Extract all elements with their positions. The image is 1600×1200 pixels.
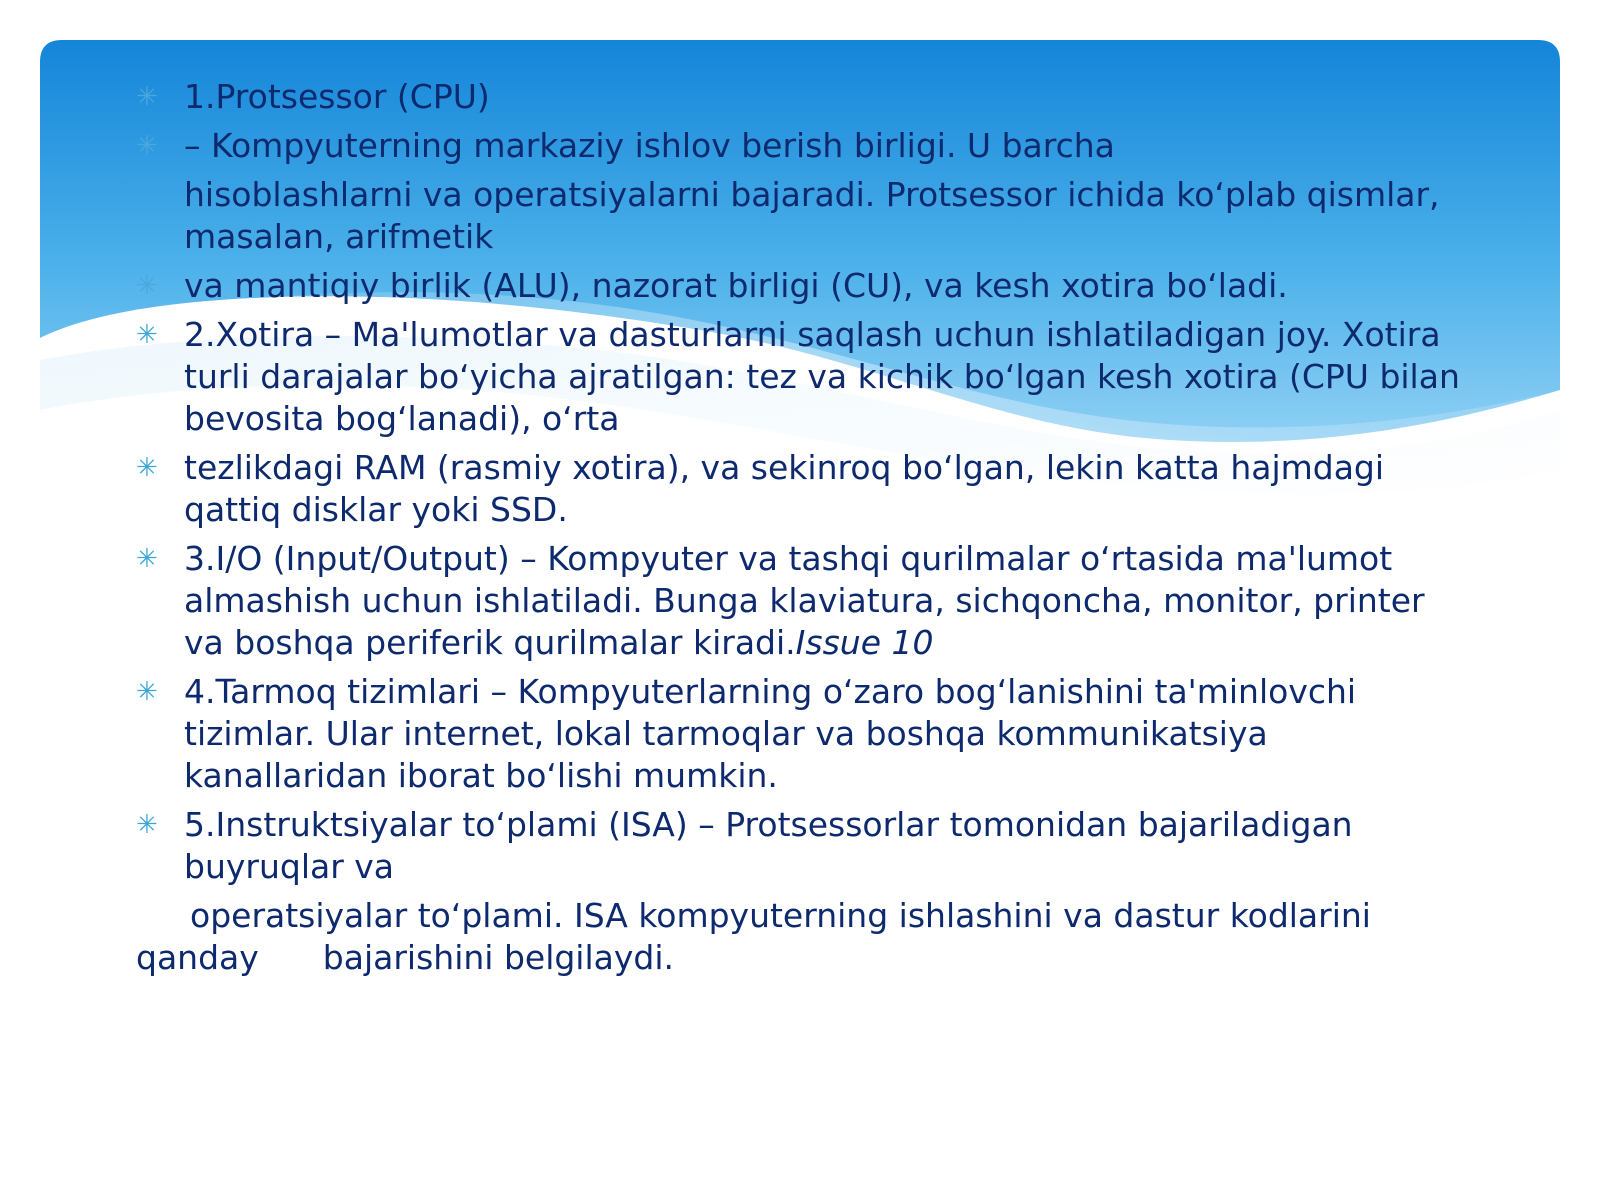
trailing-line-1: operatsiyalar to‘plami. ISA kompyuterning ishlashini va dastur kodlarini — [190, 896, 1371, 935]
asterisk-icon: ✳ — [136, 453, 158, 483]
asterisk-icon: ✳ — [136, 131, 158, 161]
slide-content — [136, 76, 1466, 986]
list-item-text: va mantiqiy birlik (ALU), nazorat birligi (CU), va kesh xotira bo‘ladi. — [184, 266, 1288, 305]
list-item — [136, 76, 1466, 118]
list-item-text: 1.Protsessor (CPU) — [184, 77, 490, 116]
asterisk-icon: ✳ — [136, 544, 158, 574]
list-item-text: – Kompyuterning markaziy ishlov berish birligi. U barcha — [184, 126, 1115, 165]
asterisk-icon: ✳ — [136, 810, 158, 840]
asterisk-icon: ✳ — [136, 82, 158, 112]
list-item-continuation — [136, 174, 1466, 258]
list-item-text: 4.Tarmoq tizimlari – Kompyuterlarning o‘zaro bog‘lanishini ta'minlovchi tizimlar. Ular internet, lokal tarmoqlar va boshqa kommunikatsiya kanallaridan iborat bo‘lishi mumkin. — [184, 672, 1357, 795]
list-item — [136, 125, 1466, 167]
list-item-text: 5.Instruktsiyalar to‘plami (ISA) – Protsessorlar tomonidan bajariladigan buyruqlar va — [184, 805, 1353, 886]
asterisk-icon: ✳ — [136, 677, 158, 707]
list-item-text: tezlikdagi RAM (rasmiy xotira), va sekinroq bo‘lgan, lekin katta hajmdagi qattiq disklar yoki SSD. — [184, 448, 1385, 529]
trailing-paragraph — [136, 895, 1466, 979]
list-item-text: 3.I/O (Input/Output) – Kompyuter va tashqi qurilmalar o‘rtasida ma'lumot almashish uchun ishlatiladi. Bunga klaviatura, sichqoncha, monitor, printer va boshqa periferik qurilmalar kiradi. — [184, 539, 1425, 662]
list-item-text: 2.Xotira – Ma'lumotlar va dasturlarni saqlash uchun ishlatiladigan joy. Xotira turli darajalar bo‘yicha ajratilgan: tez va kichik bo‘lgan kesh xotira (CPU bilan bevosita bog‘lanadi), o‘rta — [184, 315, 1460, 438]
list-item — [136, 804, 1466, 888]
list-item — [136, 447, 1466, 531]
issue-label: Issue 10 — [795, 623, 934, 662]
list-item — [136, 671, 1466, 797]
trailing-line-2 — [136, 937, 1466, 979]
asterisk-icon: ✳ — [136, 320, 158, 350]
asterisk-icon: ✳ — [136, 271, 158, 301]
list-item — [136, 265, 1466, 307]
list-item — [136, 314, 1466, 440]
list-item — [136, 538, 1466, 664]
trailing-line-2-end: bajarishini belgilaydi. — [322, 938, 675, 977]
list-item-text: hisoblashlarni va operatsiyalarni bajaradi. Protsessor ichida ko‘plab qismlar, masalan, arifmetik — [184, 175, 1440, 256]
trailing-line-2-start: qanday — [136, 938, 259, 977]
